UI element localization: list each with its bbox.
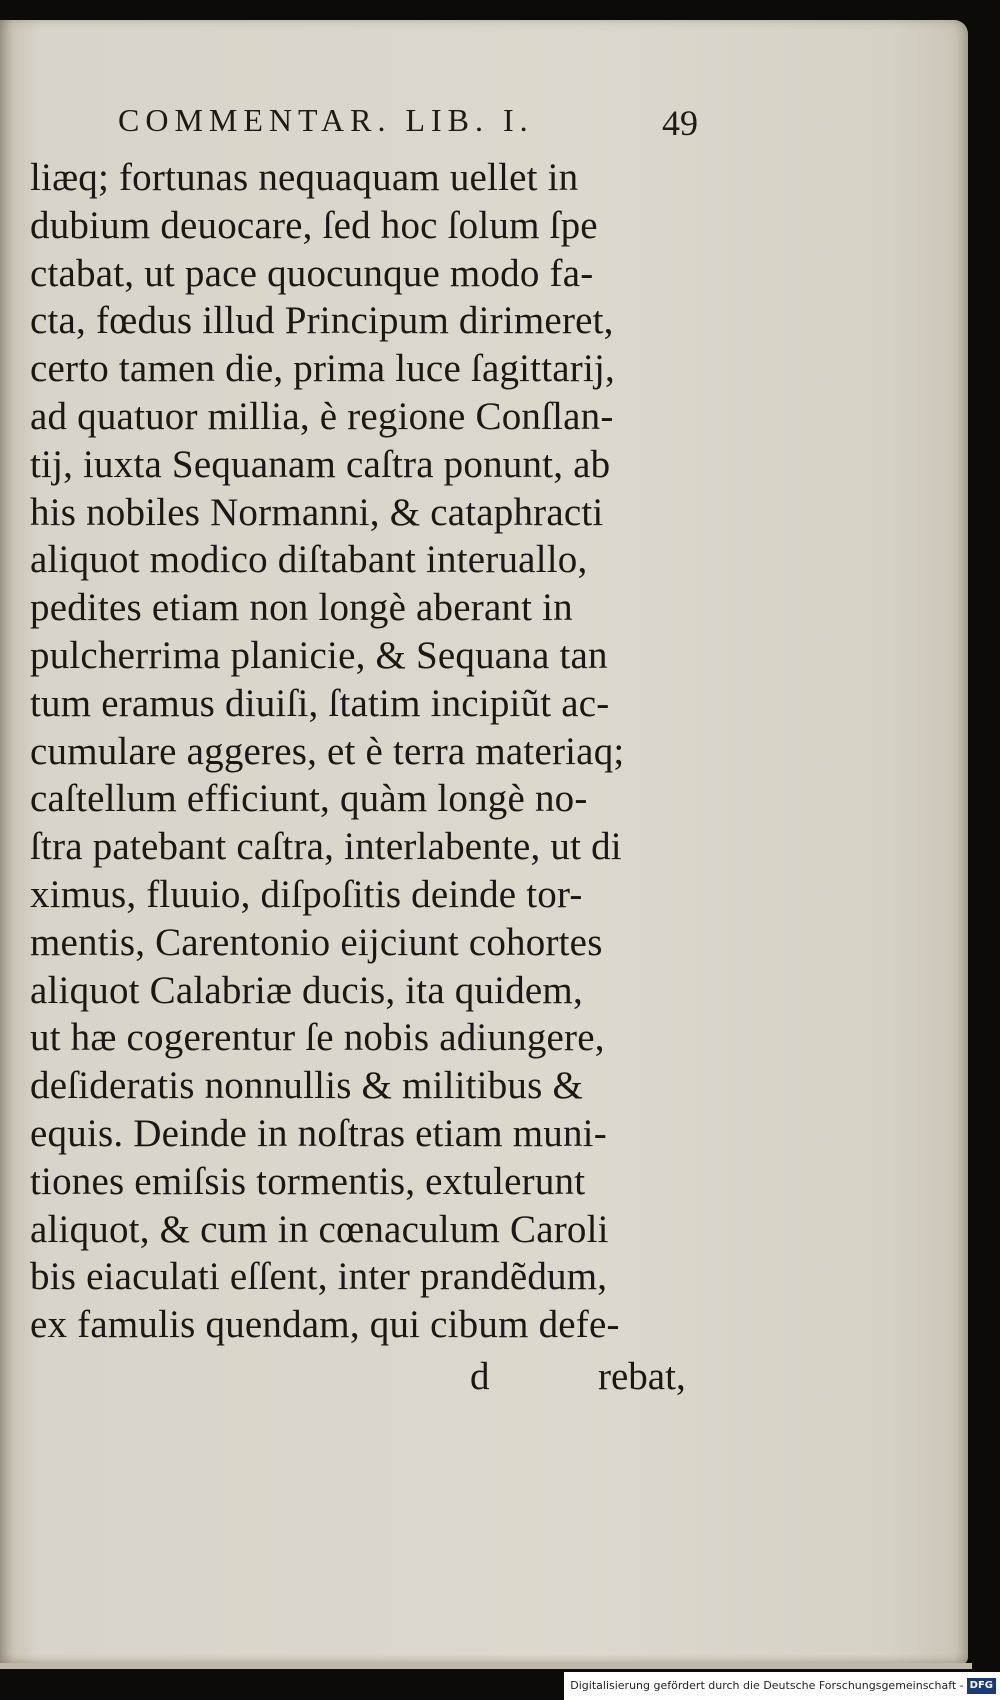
page-number: 49 (662, 103, 698, 143)
body-text (30, 154, 730, 1349)
page-edge (0, 1663, 972, 1669)
text-line: ad quatuor millia, è regione Conſlan- (30, 394, 614, 438)
text-line: certo tamen die, prima luce ſagittarij, (30, 347, 615, 391)
text-line: ximus, fluuio, diſpoſitis deinde tor- (30, 872, 583, 916)
text-line: aliquot modico diſtabant interuallo, (30, 538, 588, 582)
text-line: pulcherrima planicie, & Sequana tan (30, 633, 608, 677)
text-line: bis eiaculati eſſent, inter prandẽdum, (30, 1255, 608, 1299)
catchword-row (0, 1354, 720, 1402)
text-line: deſideratis nonnullis & militibus & (30, 1064, 583, 1108)
text-line: his nobiles Normanni, & cataphracti (30, 490, 604, 534)
text-line: equis. Deinde in noſtras etiam muni- (30, 1111, 607, 1155)
text-line: ſtra patebant caſtra, interlabente, ut di (30, 825, 622, 869)
text-line: aliquot, & cum in cœnaculum Caroli (30, 1207, 609, 1251)
text-line: cta, fœdus illud Principum dirimeret, (30, 299, 614, 343)
text-line: aliquot Calabriæ ducis, ita quidem, (30, 968, 583, 1012)
text-line: pedites etiam non longè aberant in (30, 586, 573, 630)
text-line: ex famulis quendam, qui cibum defe- (30, 1303, 620, 1347)
text-line: ut hæ cogerentur ſe nobis adiungere, (30, 1016, 605, 1060)
digitization-credit (564, 1672, 1000, 1700)
text-line: liæq; fortunas nequaquam uellet in (30, 156, 579, 199)
text-line: tiones emiſsis tormentis, extulerunt (30, 1159, 586, 1203)
text-line: dubium deuocare, ſed hoc ſolum ſpe (30, 203, 598, 247)
signature-mark: d (470, 1355, 490, 1398)
book-page (0, 20, 968, 1665)
running-head: COMMENTAR. LIB. I. (118, 102, 534, 138)
text-line: tum eramus diuiſi, ſtatim incipiũt ac- (30, 681, 610, 725)
text-line: ctabat, ut pace quocunque modo fa- (30, 251, 594, 295)
text-line: mentis, Carentonio eijciunt cohortes (30, 920, 603, 964)
text-line: caſtellum efficiunt, quàm longè no- (30, 777, 588, 821)
catchword: rebat, (598, 1355, 686, 1398)
dfg-logo: DFG (967, 1678, 996, 1694)
text-line: cumulare aggeres, et è terra materiaq; (30, 729, 625, 773)
credit-text: Digitalisierung gefördert durch die Deutsche Forschungsgemeinschaft - (570, 1679, 964, 1692)
text-line: tij, iuxta Sequanam caſtra ponunt, ab (30, 442, 611, 486)
